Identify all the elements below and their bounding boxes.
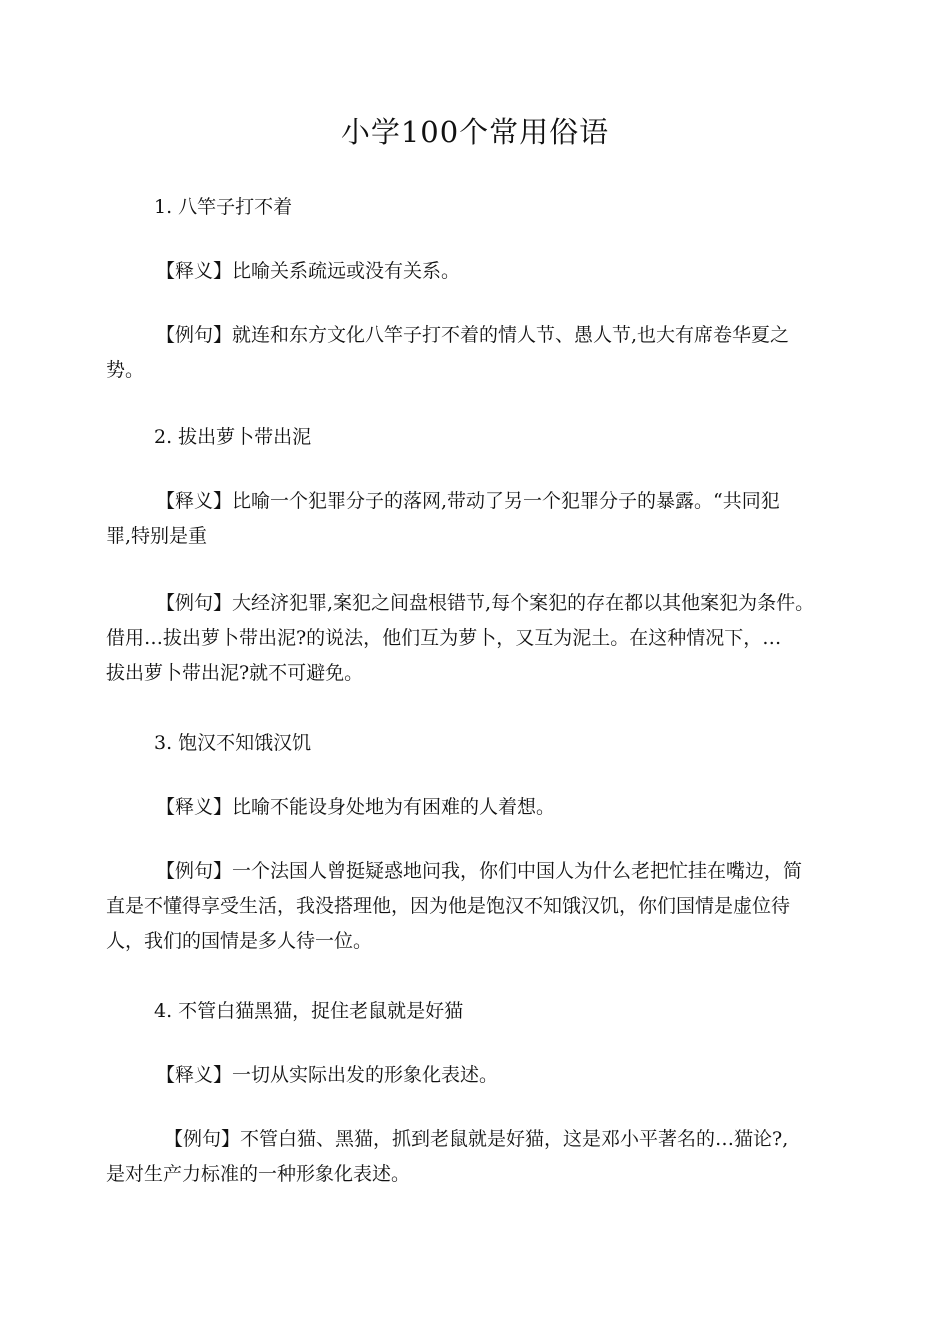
entry-example xyxy=(106,1122,846,1192)
entry-example xyxy=(106,586,846,691)
example-line: 借用…拔出萝卜带出泥?的说法，他们互为萝卜，又互为泥土。在这种情况下，… xyxy=(106,627,782,649)
entry-heading xyxy=(106,726,846,761)
entry-heading xyxy=(106,420,846,455)
example-line: 【例句】就连和东方文化八竿子打不着的情人节、愚人节,也大有席卷华夏之 xyxy=(156,324,790,346)
entry-meaning xyxy=(106,484,846,554)
entry-heading-text: 3. 饱汉不知饿汉饥 xyxy=(154,732,312,754)
example-line: 【例句】大经济犯罪,案犯之间盘根错节,每个案犯的存在都以其他案犯为条件。 xyxy=(156,592,815,614)
entry-heading-text: 2. 拔出萝卜带出泥 xyxy=(154,426,312,448)
entry-meaning xyxy=(106,790,846,825)
entry-heading-text: 4. 不管白猫黑猫，捉住老鼠就是好猫 xyxy=(154,1000,464,1022)
entry-heading xyxy=(106,994,846,1029)
example-line: 势。 xyxy=(106,359,145,381)
example-line: 【例句】一个法国人曾挺疑惑地问我，你们中国人为什么老把忙挂在嘴边，简 xyxy=(156,860,803,882)
example-line: 【例句】不管白猫、黑猫，抓到老鼠就是好猫，这是邓小平著名的…猫论?, xyxy=(164,1128,789,1150)
example-line: 人，我们的国情是多人待一位。 xyxy=(106,930,373,952)
meaning-line: 【释义】比喻一个犯罪分子的落网,带动了另一个犯罪分子的暴露。“共同犯 xyxy=(156,490,780,512)
example-line: 直是不懂得享受生活，我没搭理他，因为他是饱汉不知饿汉饥，你们国情是虚位待 xyxy=(106,895,791,917)
entry-example xyxy=(106,318,846,388)
meaning-line: 【释义】比喻关系疏远或没有关系。 xyxy=(156,260,461,282)
meaning-line: 【释义】一切从实际出发的形象化表述。 xyxy=(156,1064,499,1086)
entry-example xyxy=(106,854,846,959)
meaning-line: 【释义】比喻不能设身处地为有困难的人着想。 xyxy=(156,796,556,818)
entry-meaning xyxy=(106,254,846,289)
meaning-line: 罪,特别是重 xyxy=(106,525,208,547)
entry-meaning xyxy=(106,1058,846,1093)
entry-heading-text: 1. 八竿子打不着 xyxy=(154,196,293,218)
document-title: 小学100个常用俗语 xyxy=(340,115,610,149)
entry-heading xyxy=(106,190,846,225)
example-line: 是对生产力标准的一种形象化表述。 xyxy=(106,1163,411,1185)
example-line: 拔出萝卜带出泥?就不可避免。 xyxy=(106,662,364,684)
